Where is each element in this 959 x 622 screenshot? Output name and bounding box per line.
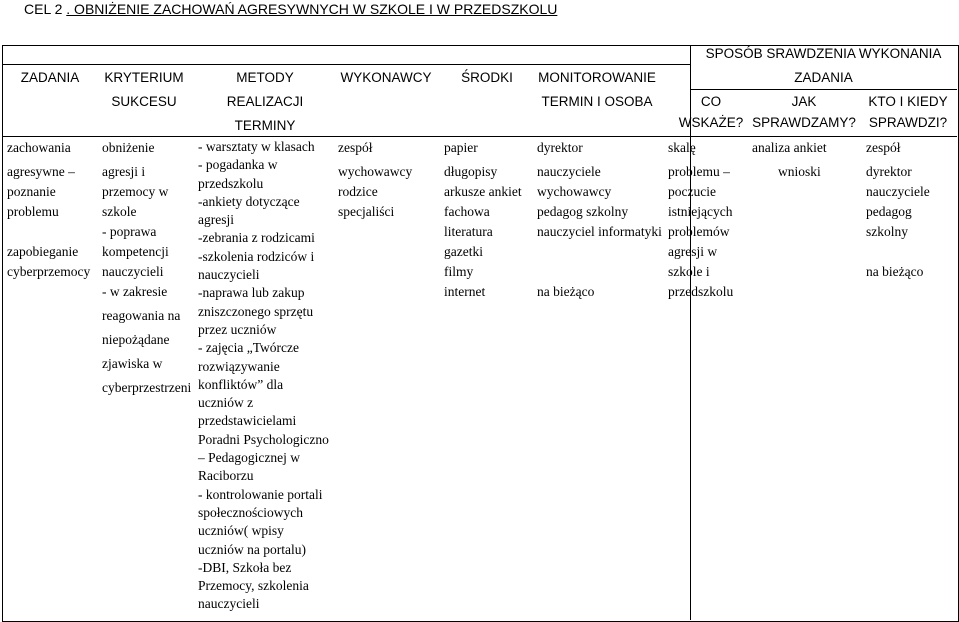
cell-text: istniejących bbox=[668, 204, 733, 219]
cell-text: papier bbox=[444, 140, 478, 155]
cell-text: - poprawa bbox=[102, 224, 157, 239]
cell-text: cyberprzestrzeni bbox=[102, 380, 192, 395]
header-jak: JAK SPRAWDZAMY? bbox=[752, 94, 856, 130]
cell-text: agresji i bbox=[102, 164, 146, 179]
cell-text: - kontrolowanie portali bbox=[198, 486, 323, 502]
cell-text: szkolny bbox=[866, 224, 908, 239]
title-prefix: CEL 2 bbox=[24, 1, 67, 17]
cell-text: przedszkolu bbox=[198, 175, 264, 191]
cell-text bbox=[7, 222, 90, 242]
cell-text: problemów bbox=[668, 224, 730, 239]
cell-text: nauczycieli bbox=[102, 264, 164, 279]
cell-text: kompetencji bbox=[102, 244, 169, 259]
cell-text: wychowawcy bbox=[537, 184, 612, 199]
cell-text: fachowa bbox=[444, 204, 490, 219]
cell-text: nauczyciele bbox=[537, 164, 601, 179]
cell-text: długopisy bbox=[444, 164, 498, 179]
header-monitorowanie: MONITOROWANIE TERMIN I OSOBA bbox=[538, 70, 656, 109]
cell-text: Raciborzu bbox=[198, 468, 254, 484]
cell-text bbox=[866, 242, 930, 262]
cell-text: internet bbox=[444, 284, 486, 299]
cell-text: -ankiety dotyczące bbox=[198, 193, 300, 209]
cell-text: arkusze ankiet bbox=[444, 184, 522, 199]
cell-text: - w zakresie bbox=[102, 284, 168, 299]
cell-text: społecznościowych bbox=[198, 504, 303, 520]
header-kto: KTO I KIEDY SPRAWDZI? bbox=[868, 94, 948, 130]
cell-text: rozwiązywanie bbox=[198, 358, 280, 374]
header-wykonawcy: WYKONAWCY bbox=[340, 70, 432, 85]
cell-text: wychowawcy bbox=[338, 164, 413, 179]
header-metody: METODY REALIZACJI TERMINY bbox=[226, 70, 304, 133]
cell-text: nauczyciel informatyki bbox=[537, 224, 662, 239]
cell-text: szkole i bbox=[668, 264, 710, 279]
column-jak bbox=[752, 138, 827, 182]
sposob-divider bbox=[690, 89, 957, 90]
cell-text: zjawiska w bbox=[102, 356, 163, 371]
column-srodki bbox=[444, 138, 522, 302]
title-underlined: . OBNIŻENIE ZACHOWAŃ AGRESYWNYCH W SZKOLE I W PRZEDSZKOLU bbox=[66, 1, 558, 17]
cell-text: -szkolenia rodziców i bbox=[198, 248, 315, 264]
cell-text: agresji bbox=[198, 212, 234, 228]
cell-text: poznanie bbox=[7, 184, 56, 199]
cell-text: zespół bbox=[338, 140, 373, 155]
cell-text: gazetki bbox=[444, 244, 483, 259]
column-wykonawcy bbox=[338, 138, 412, 222]
cell-text: reagowania na bbox=[102, 308, 181, 323]
cell-text: – Pedagogicznej w bbox=[198, 450, 300, 466]
cell-text: zapobieganie bbox=[7, 244, 79, 259]
sposob-left-rule bbox=[690, 45, 691, 620]
cell-text: pedagog bbox=[866, 204, 912, 219]
column-kto bbox=[866, 138, 930, 282]
cell-text bbox=[537, 262, 662, 282]
cell-text: problemu – bbox=[668, 164, 730, 179]
cell-text: niepożądane bbox=[102, 332, 170, 347]
header-sposob: SPOSÓB SRAWDZENIA WYKONANIA bbox=[705, 46, 942, 61]
cell-text: zespół bbox=[866, 140, 901, 155]
page-title bbox=[24, 0, 557, 18]
cell-text: specjaliści bbox=[338, 204, 395, 219]
cell-text: wnioski bbox=[778, 164, 821, 179]
cell-text: dyrektor bbox=[866, 164, 912, 179]
column-kryterium bbox=[102, 138, 191, 398]
cell-text: -DBI, Szkoła bez bbox=[198, 559, 292, 575]
header-sposob-zadania: ZADANIA bbox=[794, 70, 853, 85]
cell-text: cyberprzemocy bbox=[7, 264, 91, 279]
column-metody bbox=[198, 138, 329, 614]
cell-text: uczniów z bbox=[198, 395, 254, 411]
cell-text: rodzice bbox=[338, 184, 378, 199]
cell-text: uczniów( wpisy bbox=[198, 523, 284, 539]
cell-text: analiza ankiet bbox=[752, 140, 827, 155]
cell-text: nauczyciele bbox=[866, 184, 930, 199]
cell-text: problemu bbox=[7, 204, 59, 219]
cell-text: agresji w bbox=[668, 244, 718, 259]
header-top-rule bbox=[2, 64, 690, 65]
cell-text: nauczycieli bbox=[198, 596, 260, 612]
cell-text: przedszkolu bbox=[668, 284, 734, 299]
cell-text: zniszczonego sprzętu bbox=[198, 303, 314, 319]
column-co bbox=[668, 138, 733, 302]
header-zadania: ZADANIA bbox=[20, 70, 80, 85]
cell-text: przez uczniów bbox=[198, 321, 277, 337]
header-bottom-rule bbox=[2, 136, 957, 137]
cell-text: skalę bbox=[668, 140, 696, 155]
column-monitorowanie bbox=[537, 138, 662, 302]
cell-text: literatura bbox=[444, 224, 493, 239]
cell-text: poczucie bbox=[668, 184, 716, 199]
cell-text: na bieżąco bbox=[537, 284, 595, 299]
cell-text: filmy bbox=[444, 264, 474, 279]
cell-text bbox=[537, 242, 662, 262]
header-srodki: ŚRODKI bbox=[461, 70, 513, 85]
cell-text: na bieżąco bbox=[866, 264, 924, 279]
cell-text: konfliktów” dla bbox=[198, 376, 284, 392]
cell-text: przedstawicielami bbox=[198, 413, 297, 429]
cell-text: nauczycieli bbox=[198, 267, 260, 283]
cell-text: -naprawa lub zakup bbox=[198, 285, 305, 301]
cell-text: - pogadanka w bbox=[198, 157, 278, 173]
cell-text: zachowania bbox=[7, 140, 71, 155]
cell-text: dyrektor bbox=[537, 140, 583, 155]
cell-text: Poradni Psychologiczno bbox=[198, 431, 329, 447]
cell-text: przemocy w bbox=[102, 184, 169, 199]
cell-text: obniżenie bbox=[102, 140, 155, 155]
header-kryterium: KRYTERIUM SUKCESU bbox=[104, 70, 184, 109]
cell-text: Przemocy, szkolenia bbox=[198, 578, 309, 594]
cell-text: szkole bbox=[102, 204, 137, 219]
cell-text: - zajęcia „Twórcze bbox=[198, 340, 299, 356]
cell-text: agresywne – bbox=[7, 164, 75, 179]
header-co: CO WSKAŻE? bbox=[678, 94, 744, 130]
cell-text: - warsztaty w klasach bbox=[198, 139, 315, 154]
cell-text: pedagog szkolny bbox=[537, 204, 629, 219]
cell-text: uczniów na portalu) bbox=[198, 541, 306, 557]
column-zadania bbox=[7, 138, 90, 282]
cell-text: -zebrania z rodzicami bbox=[198, 230, 315, 246]
